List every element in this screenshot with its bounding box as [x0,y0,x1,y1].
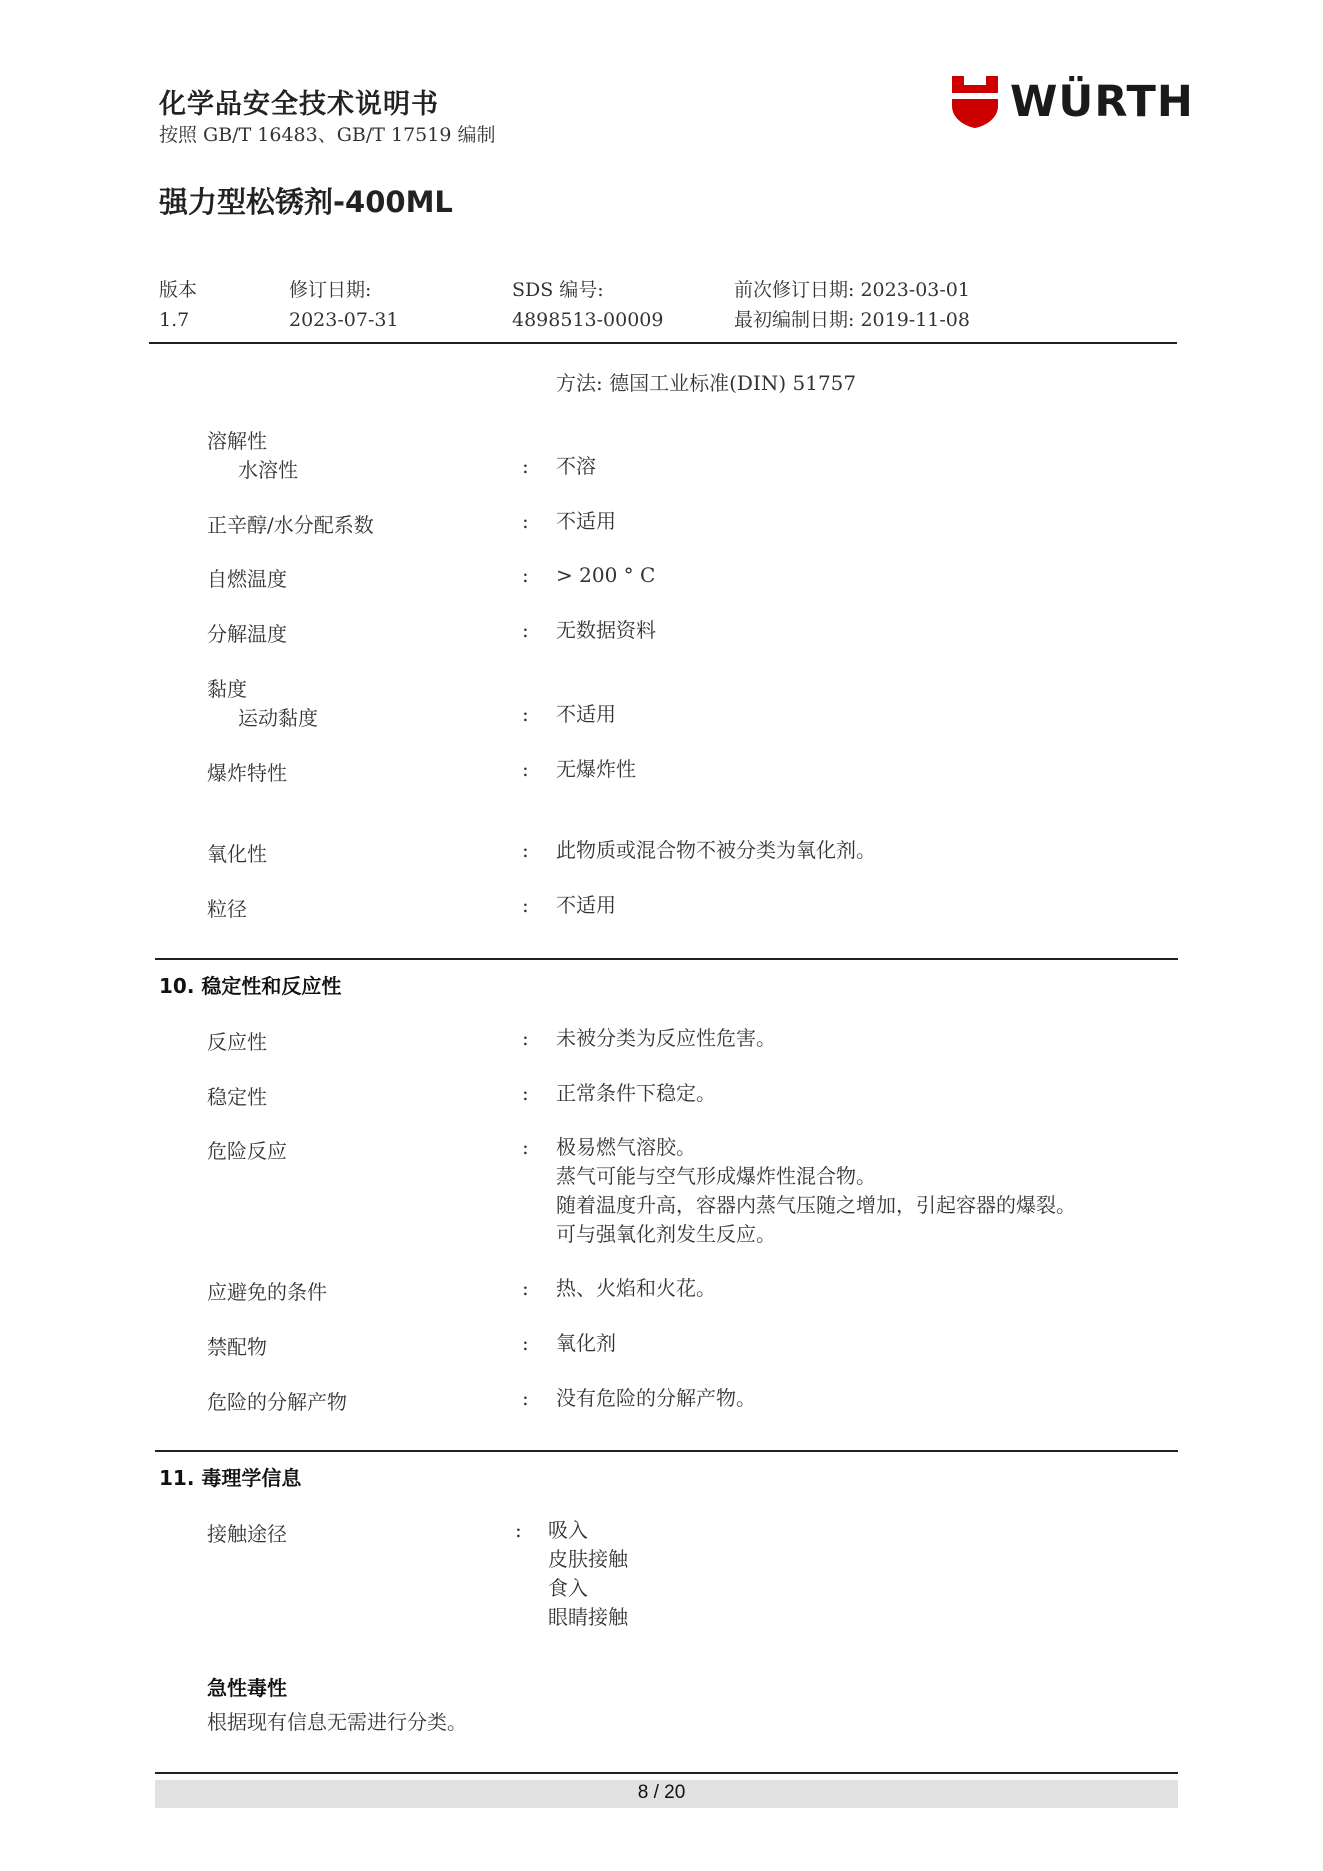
section-10-title: 10. 稳定性和反应性 [159,974,342,998]
explosive-label: 爆炸特性 [207,761,287,785]
colon: : [522,509,529,533]
decomposition-products-label: 危险的分解产物 [207,1390,347,1414]
reactivity-label: 反应性 [207,1030,267,1054]
brand-name: WÜRTH [1010,77,1194,127]
kinematic-viscosity-label: 运动黏度 [238,706,318,730]
autoignition-label: 自燃温度 [207,567,287,591]
sds-label: SDS 编号: [512,279,604,301]
hazardous-reactions-label: 危险反应 [207,1139,287,1163]
document-title: 化学品安全技术说明书 [159,89,439,120]
autoignition-value: > 200 ° C [556,563,656,587]
decomposition-label: 分解温度 [207,622,287,646]
hazardous-reaction-item: 随着温度升高，容器内蒸气压随之增加，引起容器的爆裂。 [556,1193,1076,1217]
acute-toxicity-heading: 急性毒性 [207,1676,287,1700]
kinematic-viscosity-value: 不适用 [556,702,616,726]
colon: : [522,1135,529,1159]
exposure-route-item: 食入 [548,1576,588,1600]
particle-size-label: 粒径 [207,897,247,921]
wurth-logo [952,76,1194,128]
viscosity-label: 黏度 [207,677,247,701]
colon: : [522,1081,529,1105]
exposure-routes-label: 接触途径 [207,1522,287,1546]
colon: : [522,454,529,478]
explosive-value: 无爆炸性 [556,757,636,781]
colon: : [522,893,529,917]
stability-label: 稳定性 [207,1085,267,1109]
colon: : [522,1276,529,1300]
decomposition-value: 无数据资料 [556,618,656,642]
density-method: 方法: 德国工业标准(DIN) 51757 [556,371,857,395]
colon: : [522,1026,529,1050]
exposure-route-item: 眼睛接触 [548,1605,628,1629]
particle-size-value: 不适用 [556,893,616,917]
wurth-logo-icon [952,76,998,128]
water-solubility-label: 水溶性 [238,458,298,482]
reactivity-value: 未被分类为反应性危害。 [556,1026,776,1050]
incompatible-materials-label: 禁配物 [207,1335,267,1359]
colon: : [522,838,529,862]
colon: : [522,757,529,781]
colon: : [522,563,529,587]
incompatible-materials-value: 氧化剂 [556,1331,616,1355]
colon: : [522,618,529,642]
revision-block [289,275,399,335]
partition-label: 正辛醇/水分配系数 [207,513,374,537]
hazardous-reaction-item: 极易燃气溶胶。 [556,1135,696,1159]
version-label: 版本 [159,279,198,301]
colon: : [515,1518,522,1542]
exposure-routes-list [548,1516,628,1632]
revision-label: 修订日期: [289,279,372,301]
version-value: 1.7 [159,309,190,331]
section-11-divider [155,1450,1178,1452]
footer-divider [155,1772,1178,1774]
oxidizing-label: 氧化性 [207,842,267,866]
sds-value: 4898513-00009 [512,309,664,331]
hazardous-reaction-item: 蒸气可能与空气形成爆炸性混合物。 [556,1164,876,1188]
header-divider [149,342,1177,344]
exposure-route-item: 皮肤接触 [548,1547,628,1571]
conditions-to-avoid-value: 热、火焰和火花。 [556,1276,716,1300]
colon: : [522,1331,529,1355]
section-11-title: 11. 毒理学信息 [159,1466,302,1490]
stability-value: 正常条件下稳定。 [556,1081,716,1105]
first-issue-date: 最初编制日期: 2019-11-08 [734,309,970,331]
acute-toxicity-value: 根据现有信息无需进行分类。 [207,1710,467,1734]
section-10-divider [155,958,1178,960]
conditions-to-avoid-label: 应避免的条件 [207,1280,327,1304]
solubility-label: 溶解性 [207,429,267,453]
hazardous-reactions-list [556,1133,1076,1249]
sds-block [512,275,663,335]
colon: : [522,1386,529,1410]
product-name: 强力型松锈剂-400ML [159,185,453,219]
page-number: 8 / 20 [637,1782,686,1803]
partition-value: 不适用 [556,509,616,533]
water-solubility-value: 不溶 [556,454,596,478]
hazardous-reaction-item: 可与强氧化剂发生反应。 [556,1222,776,1246]
revision-value: 2023-07-31 [289,309,399,331]
oxidizing-value: 此物质或混合物不被分类为氧化剂。 [556,838,876,862]
document-standard: 按照 GB/T 16483、GB/T 17519 编制 [159,124,496,146]
colon: : [522,702,529,726]
previous-revision-date: 前次修订日期: 2023-03-01 [734,279,970,301]
dates-block [734,275,970,335]
exposure-route-item: 吸入 [548,1518,588,1542]
decomposition-products-value: 没有危险的分解产物。 [556,1386,756,1410]
version-block [159,275,197,335]
